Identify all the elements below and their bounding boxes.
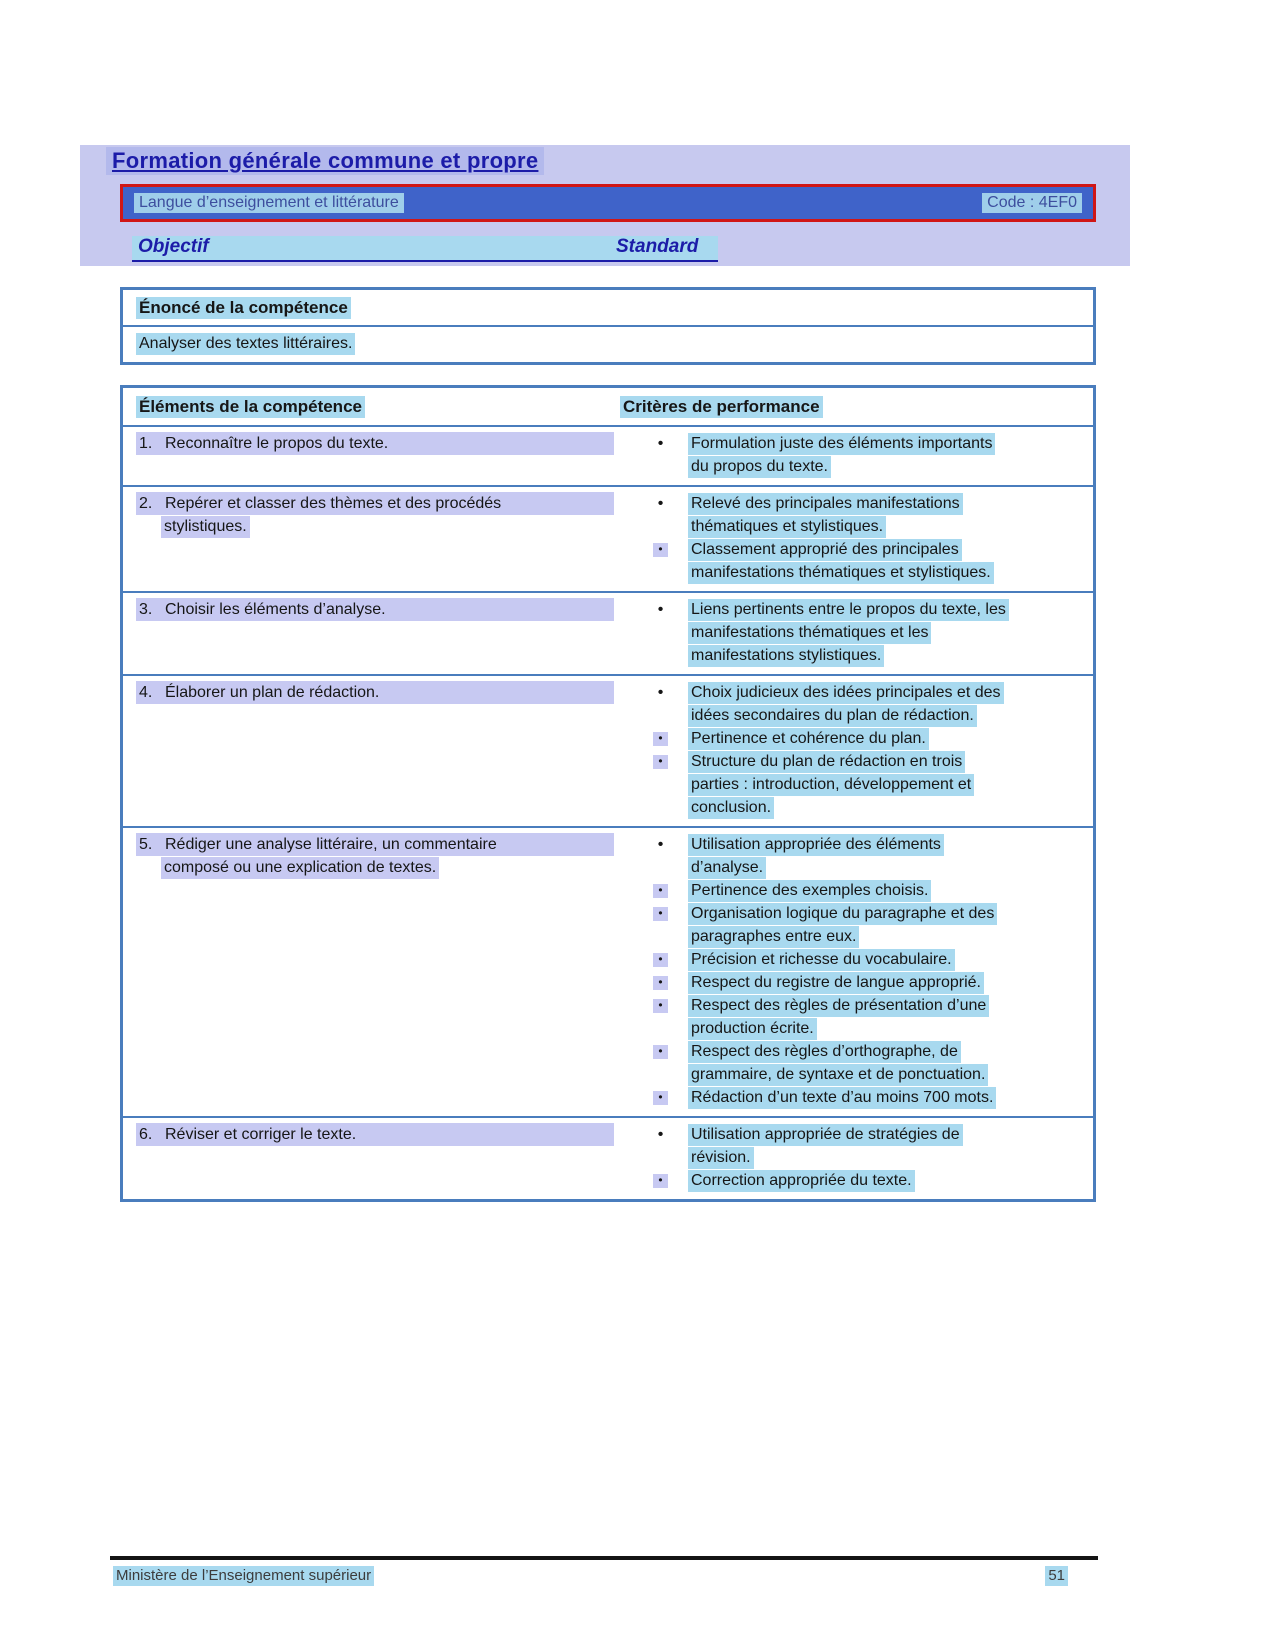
criterion-line	[688, 925, 997, 948]
footer-ministry: Ministère de l’Enseignement supérieur	[113, 1566, 374, 1586]
criterion-line	[688, 796, 974, 819]
bullet-icon: •	[657, 601, 664, 618]
criterion-item	[653, 833, 1087, 879]
criterion-lines	[688, 750, 974, 819]
criterion-line	[688, 561, 994, 584]
footer	[110, 1566, 1098, 1586]
bullet-icon: •	[653, 1174, 668, 1188]
elements-table-header-row	[123, 388, 1093, 425]
element-cell	[123, 828, 618, 1116]
criteria-header-cell	[618, 388, 1093, 425]
criteria-cell	[618, 593, 1093, 674]
element-text: composé ou une explication de textes.	[161, 857, 439, 879]
page-title: Formation générale commune et propre	[106, 147, 544, 175]
element-cell	[123, 676, 618, 826]
criterion-text: du propos du texte.	[688, 456, 831, 478]
criterion-line	[688, 598, 1009, 621]
element-line	[136, 1123, 614, 1146]
bullet-icon: •	[653, 884, 668, 898]
criterion-text: Précision et richesse du vocabulaire.	[688, 949, 955, 971]
bullet-icon: •	[653, 907, 668, 921]
criterion-line	[688, 492, 963, 515]
criterion-item	[653, 994, 1087, 1040]
criterion-lines	[688, 833, 944, 879]
footer-rule	[110, 1556, 1098, 1560]
element-cell	[123, 427, 618, 485]
criterion-line	[688, 1040, 988, 1063]
course-code: Code : 4EF0	[982, 193, 1082, 213]
criteria-cell	[618, 828, 1093, 1116]
criterion-text: conclusion.	[688, 797, 774, 819]
criterion-line	[688, 727, 929, 750]
bullet-icon: •	[657, 1126, 664, 1143]
element-number: 2.	[139, 495, 153, 512]
criterion-lines	[688, 598, 1009, 667]
criterion-line	[688, 750, 974, 773]
criterion-text: Utilisation appropriée des éléments	[688, 834, 944, 856]
criterion-lines	[688, 879, 931, 902]
criterion-item	[653, 750, 1087, 819]
element-text: stylistiques.	[161, 516, 250, 538]
element-line	[136, 515, 618, 538]
criterion-text: Rédaction d’un texte d’au moins 700 mots.	[688, 1087, 996, 1109]
criterion-text: Correction appropriée du texte.	[688, 1170, 915, 1192]
criterion-line	[688, 621, 1009, 644]
objectif-standard-band	[132, 236, 718, 262]
criterion-text: révision.	[688, 1147, 754, 1169]
criteria-cell	[618, 676, 1093, 826]
criterion-item	[653, 432, 1087, 478]
bullet-icon: •	[657, 684, 664, 701]
criteria-cell	[618, 487, 1093, 591]
criterion-line	[688, 856, 944, 879]
competence-table-header: Énoncé de la compétence	[136, 297, 351, 319]
element-number: 3.	[139, 601, 153, 618]
element-text: Choisir les éléments d’analyse.	[165, 601, 386, 618]
element-text: Rédiger une analyse littéraire, un commentaire	[165, 836, 497, 853]
element-text: Reconnaître le propos du texte.	[165, 435, 389, 452]
criterion-text: Choix judicieux des idées principales et des	[688, 682, 1004, 704]
competence-statement: Analyser des textes littéraires.	[136, 333, 355, 355]
bullet-icon: •	[653, 543, 668, 557]
criterion-text: Respect des règles de présentation d’une	[688, 995, 989, 1017]
criterion-text: idées secondaires du plan de rédaction.	[688, 705, 977, 727]
criterion-text: Pertinence des exemples choisis.	[688, 880, 931, 902]
criterion-text: Formulation juste des éléments importants	[688, 433, 995, 455]
elements-rows	[123, 425, 1093, 1199]
criterion-lines	[688, 994, 989, 1040]
criterion-lines	[688, 1040, 988, 1086]
criterion-lines	[688, 1169, 915, 1192]
criterion-line	[688, 1123, 963, 1146]
course-code-bar	[120, 184, 1096, 222]
elements-header: Éléments de la compétence	[136, 396, 365, 418]
bullet-icon: •	[653, 976, 668, 990]
objectif-heading: Objectif	[138, 236, 209, 257]
course-name: Langue d’enseignement et littérature	[134, 193, 404, 213]
element-row	[123, 591, 1093, 674]
standard-heading: Standard	[616, 236, 699, 257]
banner	[80, 145, 1130, 266]
element-row	[123, 674, 1093, 826]
element-row	[123, 485, 1093, 591]
element-row	[123, 1116, 1093, 1199]
criterion-line	[688, 971, 984, 994]
criteria-cell	[618, 1118, 1093, 1199]
criterion-text: Respect des règles d’orthographe, de	[688, 1041, 961, 1063]
criterion-line	[688, 1063, 988, 1086]
element-cell	[123, 1118, 618, 1199]
criterion-line	[688, 902, 997, 925]
criterion-lines	[688, 971, 984, 994]
criterion-line	[688, 681, 1004, 704]
element-line	[136, 681, 614, 704]
criterion-text: Pertinence et cohérence du plan.	[688, 728, 929, 750]
element-line	[136, 432, 614, 455]
criterion-line	[688, 773, 974, 796]
element-line	[136, 856, 618, 879]
criterion-text: manifestations stylistiques.	[688, 645, 884, 667]
criterion-line	[688, 1146, 963, 1169]
criterion-lines	[688, 948, 955, 971]
element-text: Réviser et corriger le texte.	[165, 1126, 357, 1143]
element-row	[123, 425, 1093, 485]
criterion-text: Liens pertinents entre le propos du texte, les	[688, 599, 1009, 621]
criterion-item	[653, 1040, 1087, 1086]
criterion-line	[688, 1086, 996, 1109]
criterion-item	[653, 538, 1087, 584]
element-cell	[123, 487, 618, 591]
criterion-text: thématiques et stylistiques.	[688, 516, 886, 538]
element-line	[136, 492, 614, 515]
bullet-icon: •	[653, 953, 668, 967]
criterion-text: Classement approprié des principales	[688, 539, 962, 561]
criterion-item	[653, 492, 1087, 538]
criterion-text: Utilisation appropriée de stratégies de	[688, 1124, 963, 1146]
element-cell	[123, 593, 618, 674]
criterion-line	[688, 879, 931, 902]
criterion-line	[688, 455, 995, 478]
criterion-line	[688, 1017, 989, 1040]
bullet-icon: •	[653, 755, 668, 769]
criterion-item	[653, 948, 1087, 971]
criterion-line	[688, 833, 944, 856]
criterion-line	[688, 1169, 915, 1192]
criterion-item	[653, 598, 1087, 667]
criterion-item	[653, 1086, 1087, 1109]
bullet-icon: •	[657, 495, 664, 512]
criterion-item	[653, 1123, 1087, 1169]
footer-page-number: 51	[1045, 1566, 1068, 1586]
bullet-icon: •	[653, 1045, 668, 1059]
criterion-line	[688, 948, 955, 971]
bullet-icon: •	[657, 435, 664, 452]
criterion-line	[688, 538, 994, 561]
criterion-text: manifestations thématiques et stylistiques.	[688, 562, 994, 584]
criterion-line	[688, 704, 1004, 727]
bullet-icon: •	[653, 1091, 668, 1105]
criterion-item	[653, 1169, 1087, 1192]
criteria-cell	[618, 427, 1093, 485]
criterion-item	[653, 727, 1087, 750]
element-number: 4.	[139, 684, 153, 701]
criterion-lines	[688, 1086, 996, 1109]
criterion-text: production écrite.	[688, 1018, 817, 1040]
criterion-text: Relevé des principales manifestations	[688, 493, 963, 515]
criterion-item	[653, 971, 1087, 994]
element-text: Repérer et classer des thèmes et des procédés	[165, 495, 502, 512]
criteria-header: Critères de performance	[620, 396, 823, 418]
element-number: 5.	[139, 836, 153, 853]
criterion-text: d’analyse.	[688, 857, 766, 879]
elements-header-cell	[123, 388, 618, 425]
competence-table-body	[123, 327, 1093, 362]
element-line	[136, 598, 614, 621]
criterion-line	[688, 994, 989, 1017]
criterion-item	[653, 879, 1087, 902]
competence-table	[120, 287, 1096, 365]
bullet-icon: •	[653, 732, 668, 746]
element-number: 6.	[139, 1126, 153, 1143]
elements-table	[120, 385, 1096, 1202]
criterion-line	[688, 644, 1009, 667]
criterion-text: parties : introduction, développement et	[688, 774, 974, 796]
criterion-line	[688, 515, 963, 538]
bullet-icon: •	[653, 999, 668, 1013]
criterion-text: Respect du registre de langue approprié.	[688, 972, 984, 994]
criterion-text: grammaire, de syntaxe et de ponctuation.	[688, 1064, 988, 1086]
competence-table-header-row	[123, 290, 1093, 327]
criterion-line	[688, 432, 995, 455]
criterion-lines	[688, 902, 997, 948]
element-row	[123, 826, 1093, 1116]
criterion-text: paragraphes entre eux.	[688, 926, 859, 948]
criterion-text: Structure du plan de rédaction en trois	[688, 751, 965, 773]
criterion-item	[653, 681, 1087, 727]
criterion-text: manifestations thématiques et les	[688, 622, 931, 644]
criterion-item	[653, 902, 1087, 948]
criterion-lines	[688, 727, 929, 750]
element-number: 1.	[139, 435, 153, 452]
criterion-lines	[688, 1123, 963, 1169]
criterion-lines	[688, 681, 1004, 727]
bullet-icon: •	[657, 836, 664, 853]
element-text: Élaborer un plan de rédaction.	[165, 684, 380, 701]
element-line	[136, 833, 614, 856]
criterion-lines	[688, 432, 995, 478]
criterion-lines	[688, 492, 963, 538]
criterion-text: Organisation logique du paragraphe et des	[688, 903, 997, 925]
criterion-lines	[688, 538, 994, 584]
